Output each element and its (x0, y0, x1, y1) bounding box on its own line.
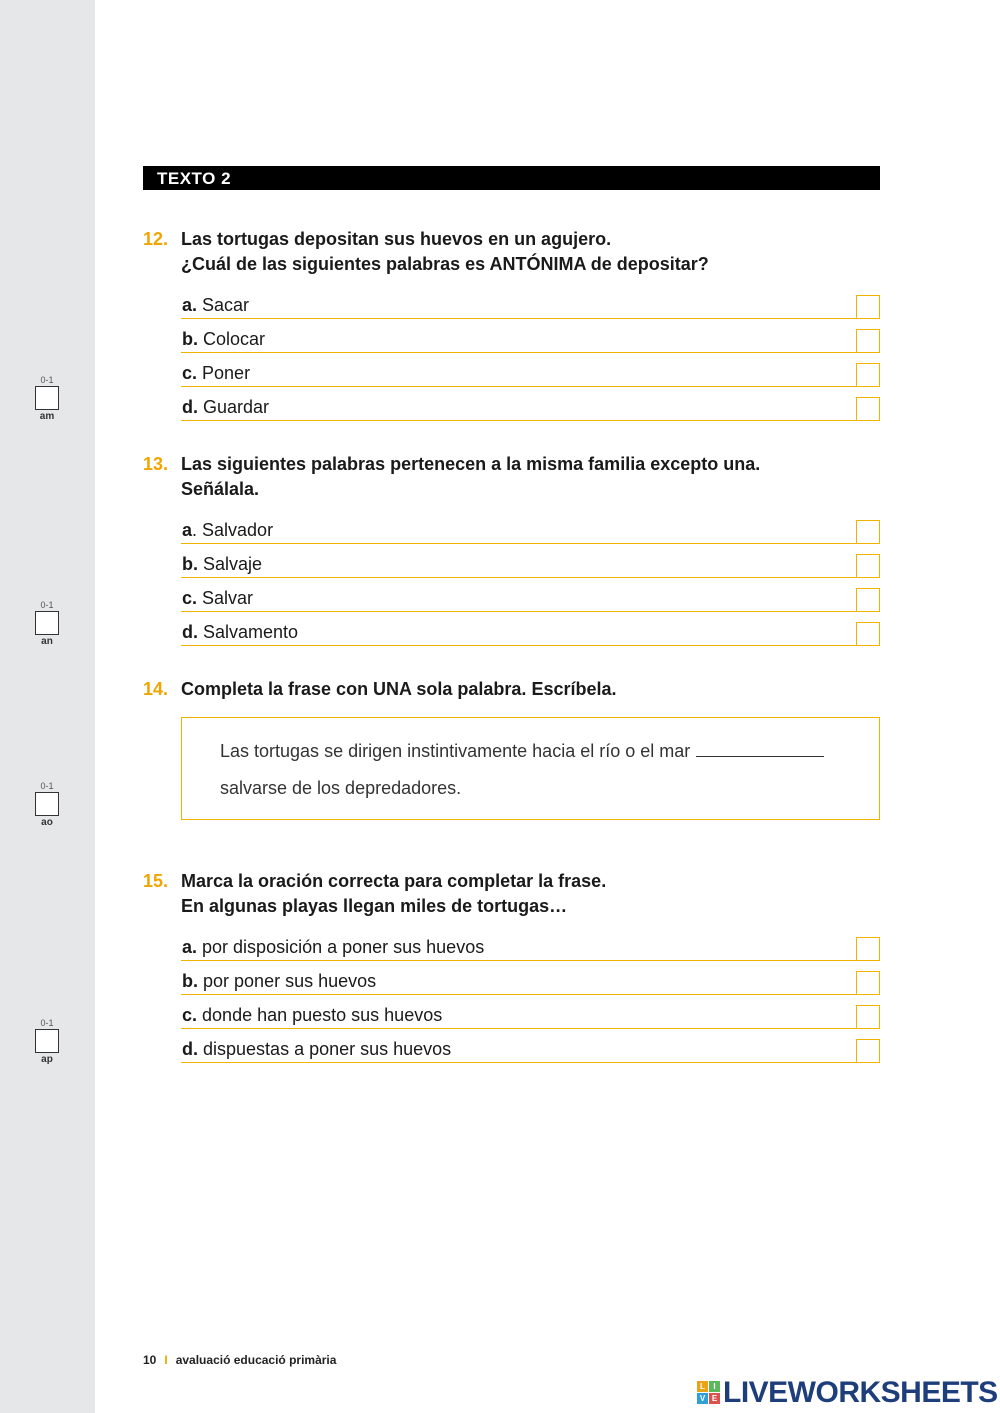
liveworksheets-logo (697, 1376, 997, 1410)
score-input[interactable] (35, 792, 59, 816)
option-label (182, 936, 484, 958)
option-rule (181, 420, 880, 421)
option-label (182, 362, 250, 384)
logo-text: LIVEWORKSHEETS (723, 1376, 998, 1409)
option-letter: a. (182, 295, 198, 315)
option-checkbox[interactable] (856, 295, 880, 319)
option-row[interactable] (181, 1029, 880, 1063)
page-number: 10 (143, 1353, 157, 1367)
score-input[interactable] (35, 611, 59, 635)
option-letter: c. (182, 1005, 198, 1025)
question-text: Las tortugas depositan sus huevos en un agujero. (181, 229, 612, 249)
option-row[interactable] (181, 285, 880, 319)
options-list (181, 927, 880, 1063)
question-number: 15. (143, 871, 169, 891)
question-text: En algunas playas llegan miles de tortugas… (181, 896, 568, 916)
question-number: 12. (143, 229, 169, 249)
page-footer (143, 1353, 336, 1367)
question-13 (143, 452, 880, 646)
score-code: am (39, 411, 55, 422)
score-input[interactable] (35, 386, 59, 410)
sentence-line-1 (220, 740, 824, 762)
option-row[interactable] (181, 995, 880, 1029)
question-text: Señálala. (181, 479, 260, 499)
left-margin-strip (0, 0, 95, 1413)
option-checkbox[interactable] (856, 1039, 880, 1063)
score-code: ap (41, 1054, 53, 1065)
answer-frame (181, 717, 880, 820)
option-rule (181, 1062, 880, 1063)
option-text: dispuestas a poner sus huevos (203, 1039, 452, 1059)
option-checkbox[interactable] (856, 622, 880, 646)
option-text: Colocar (203, 329, 266, 349)
option-label (182, 328, 265, 350)
option-row[interactable] (181, 353, 880, 387)
option-letter: c. (182, 588, 198, 608)
option-text: Salvaje (203, 554, 263, 574)
question-text: Las siguientes palabras pertenecen a la misma familia excepto una. (181, 454, 761, 474)
option-checkbox[interactable] (856, 937, 880, 961)
option-row[interactable] (181, 510, 880, 544)
question-14 (143, 677, 880, 702)
option-checkbox[interactable] (856, 397, 880, 421)
option-row[interactable] (181, 961, 880, 995)
option-checkbox[interactable] (856, 554, 880, 578)
option-text: Salvamento (203, 622, 299, 642)
option-label (182, 294, 249, 316)
option-checkbox[interactable] (856, 588, 880, 612)
option-text: . Salvador (192, 520, 274, 540)
option-label (182, 970, 376, 992)
option-checkbox[interactable] (856, 1005, 880, 1029)
option-letter: b. (182, 329, 198, 349)
option-letter: b. (182, 554, 198, 574)
option-text: Salvar (202, 588, 254, 608)
section-header (143, 166, 880, 190)
option-label (182, 519, 273, 541)
option-row[interactable] (181, 544, 880, 578)
option-row[interactable] (181, 578, 880, 612)
option-text: por disposición a poner sus huevos (202, 937, 485, 957)
option-label (182, 1004, 442, 1026)
option-letter: a. (182, 937, 198, 957)
score-range: 0-1 (40, 600, 54, 610)
option-label (182, 396, 269, 418)
question-number: 13. (143, 454, 169, 474)
score-input[interactable] (35, 1029, 59, 1053)
option-label (182, 621, 298, 643)
question-text: Completa la frase con UNA sola palabra. Escríbela. (181, 679, 617, 699)
score-range: 0-1 (40, 375, 54, 385)
score-code: an (41, 636, 53, 647)
option-row[interactable] (181, 612, 880, 646)
section-title: TEXTO 2 (157, 169, 232, 188)
option-checkbox[interactable] (856, 329, 880, 353)
question-header (143, 452, 880, 502)
option-label (182, 1038, 451, 1060)
option-letter: d. (182, 397, 198, 417)
sentence-part-2: salvarse de los depredadores. (220, 778, 462, 798)
question-number: 14. (143, 679, 169, 699)
score-box-14 (33, 781, 61, 828)
footer-separator: I (164, 1353, 168, 1367)
sentence-part-1: Las tortugas se dirigen instintivamente hacia el río o el mar (220, 741, 691, 761)
score-range: 0-1 (40, 781, 54, 791)
score-box-13 (33, 600, 61, 647)
option-rule (181, 645, 880, 646)
score-range: 0-1 (40, 1018, 54, 1028)
option-text: Guardar (203, 397, 270, 417)
option-text: Sacar (202, 295, 250, 315)
question-header (143, 677, 880, 702)
option-text: Poner (202, 363, 251, 383)
option-checkbox[interactable] (856, 520, 880, 544)
options-list (181, 285, 880, 421)
option-letter: d. (182, 1039, 198, 1059)
option-text: por poner sus huevos (203, 971, 377, 991)
option-letter: b. (182, 971, 198, 991)
option-checkbox[interactable] (856, 363, 880, 387)
option-row[interactable] (181, 927, 880, 961)
logo-letter-i: I (709, 1381, 720, 1392)
footer-text: avaluació educació primària (175, 1353, 337, 1367)
option-label (182, 553, 262, 575)
option-letter: c. (182, 363, 198, 383)
answer-blank[interactable] (696, 740, 824, 757)
question-header (143, 869, 880, 919)
option-row[interactable] (181, 387, 880, 421)
question-15 (143, 869, 880, 1063)
question-header (143, 227, 880, 277)
option-label (182, 587, 253, 609)
logo-letter-v: V (697, 1393, 708, 1404)
score-code: ao (41, 817, 53, 828)
logo-letter-e: E (709, 1393, 720, 1404)
score-box-15 (33, 1018, 61, 1065)
question-text: ¿Cuál de las siguientes palabras es ANTÓNIMA de depositar? (181, 254, 709, 274)
option-row[interactable] (181, 319, 880, 353)
options-list (181, 510, 880, 646)
option-checkbox[interactable] (856, 971, 880, 995)
question-12 (143, 227, 880, 421)
option-text: donde han puesto sus huevos (202, 1005, 443, 1025)
logo-letter-l: L (697, 1381, 708, 1392)
score-box-12 (33, 375, 61, 422)
option-letter: d. (182, 622, 198, 642)
option-letter: a (182, 520, 193, 540)
logo-grid-icon (697, 1381, 721, 1405)
question-text: Marca la oración correcta para completar la frase. (181, 871, 607, 891)
